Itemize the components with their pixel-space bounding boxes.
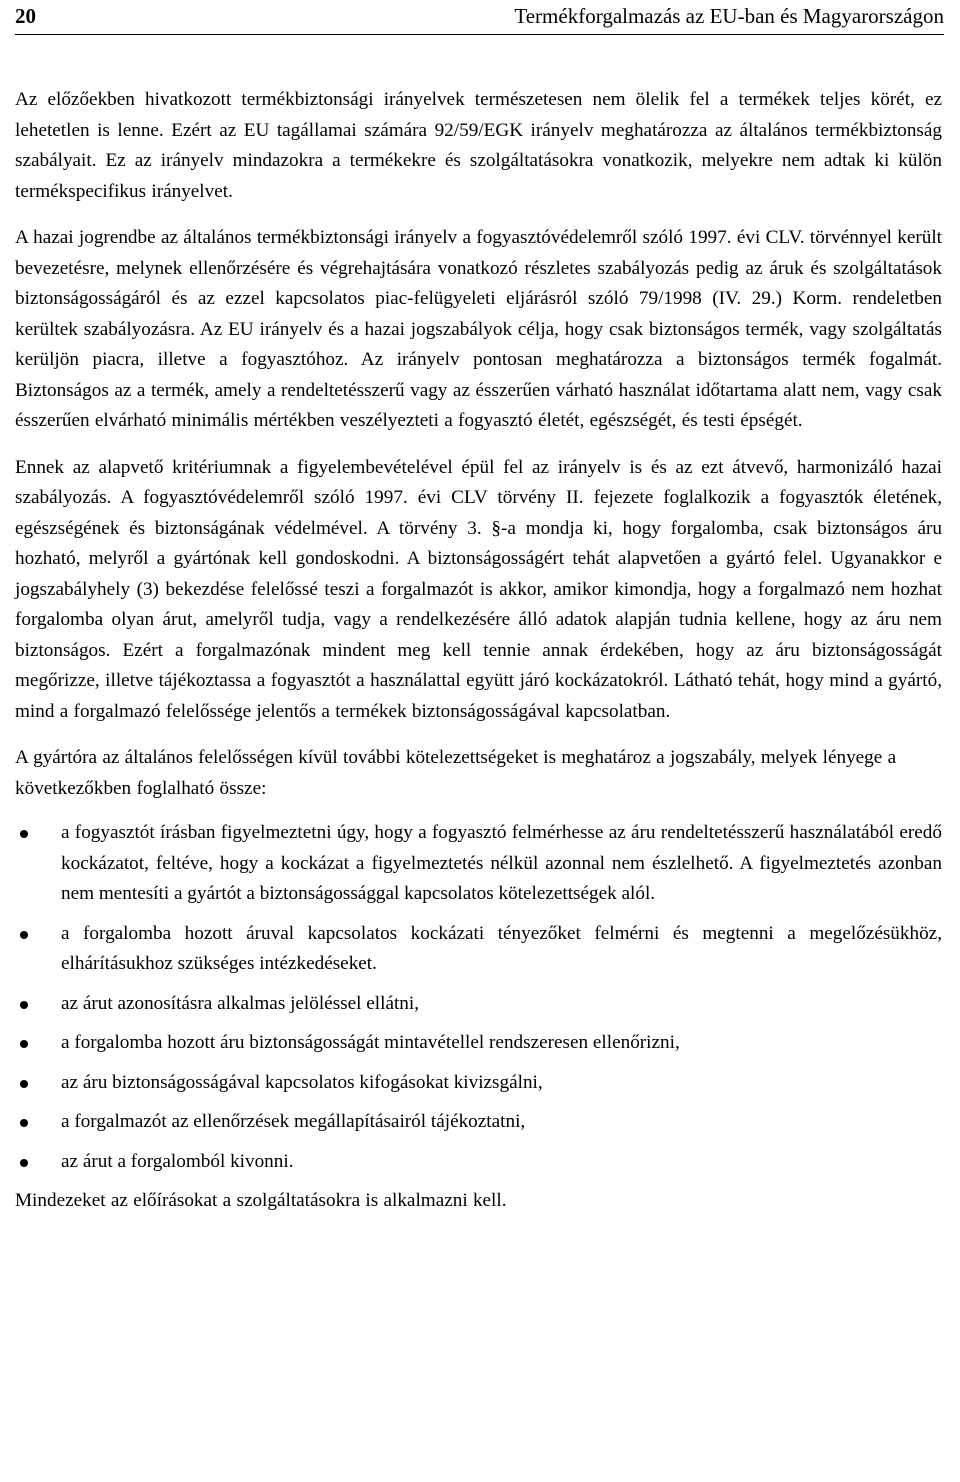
list-item [15, 1107, 942, 1138]
bullet-icon [20, 1080, 28, 1088]
list-item-text: a forgalomba hozott áruval kapcsolatos kockázati tényezőket felmérni és megtenni a megelőzésükhöz, elhárításukhoz szükséges intézkedéseket. [61, 922, 942, 974]
document-body [15, 85, 942, 1227]
bullet-icon [20, 830, 28, 838]
list-item [15, 1068, 942, 1099]
running-title: Termékforgalmazás az EU-ban és Magyarországon [514, 4, 944, 28]
page-number: 20 [15, 4, 36, 28]
bullet-icon [20, 1040, 28, 1048]
list-item-text: az árut azonosításra alkalmas jelöléssel ellátni, [61, 992, 420, 1014]
list-item-text: az árut a forgalomból kivonni. [61, 1150, 294, 1172]
list-item [15, 989, 942, 1020]
paragraph-1: Az előzőekben hivatkozott termékbiztonsági irányelvek természetesen nem ölelik fel a termékek teljes körét, ez lehetetlen is lenne. Ezért az EU tagállamai számára 92/59/EGK irányelv meghatározza az általános termékbiztonság szabályait. Ez az irányelv mindazokra a termékekre és szolgáltatásokra vonatkozik, melyekre nem adtak ki külön termékspecifikus irányelvet. [15, 89, 942, 202]
closing-sentence: Mindezeket az előírásokat a szolgáltatásokra is alkalmazni kell. [15, 1190, 507, 1211]
list-item [15, 919, 942, 980]
list-item [15, 1028, 942, 1059]
list-item [15, 1147, 942, 1178]
bullet-icon [20, 1001, 28, 1009]
bullet-icon [20, 931, 28, 939]
bullet-icon [20, 1159, 28, 1167]
obligations-list [15, 818, 942, 1177]
list-item-text: az áru biztonságosságával kapcsolatos kifogásokat kivizsgálni, [61, 1071, 543, 1093]
page-header [15, 0, 944, 35]
paragraph-4: A gyártóra az általános felelősségen kívül további kötelezettségeket is meghatároz a jogszabály, melyek lényege a következőkben foglalható össze: [15, 747, 897, 799]
paragraph-3: Ennek az alapvető kritériumnak a figyelembevételével épül fel az irányelv is és az ezt átvevő, harmonizáló hazai szabályozás. A fogyasztóvédelemről szóló 1997. évi CLV törvény II. fejezete foglalkozik a fogyasztók életének, egészségének és biztonságának védelmével. A törvény 3. §-a mondja ki, hogy forgalomba, csak biztonságos áru hozható, melyről a gyártónak kell gondoskodni. A biztonságosságért tehát alapvetően a gyártó felel. Ugyanakkor e jogszabályhely (3) bekezdése felelőssé teszi a forgalmazót is akkor, amikor kimondja, hogy a forgalmazó nem hozhat forgalomba olyan árut, amelyről tudja, vagy a rendelkezésére álló adatok alapján tudnia kellene, hogy az áru nem biztonságos. Ezért a forgalmazónak mindent meg kell tennie annak érdekében, hogy az áru biztonságosságát megőrizze, illetve tájékoztassa a fogyasztót a használattal együtt járó kockázatokról. Látható tehát, hogy mind a gyártó, mind a forgalmazó felelőssége jelentős a termékek biztonságosságával kapcsolatban. [15, 456, 942, 722]
paragraph-2: A hazai jogrendbe az általános termékbiztonsági irányelv a fogyasztóvédelemről szóló 1997. évi CLV. törvénnyel került bevezetésre, melynek ellenőrzésére és végrehajtására vonatkozó részletes szabályozás pedig az áruk és szolgáltatások biztonságosságáról és az ezzel kapcsolatos piac-felügyeleti eljárásról szóló 79/1998 (IV. 29.) Korm. rendeletben kerültek szabályozásra. Az EU irányelv és a hazai jogszabályok célja, hogy csak biztonságos termék, vagy szolgáltatás kerüljön piacra, illetve a fogyasztóhoz. Az irányelv pontosan meghatározza a biztonságos termék fogalmát. Biztonságos az a termék, amely a rendeltetésszerű vagy az ésszerűen várható használat időtartama alatt nem, vagy csak ésszerűen elvárható minimális mértékben veszélyezteti a fogyasztó életét, egészségét, és testi épségét. [15, 227, 942, 431]
list-item-text: a forgalmazót az ellenőrzések megállapításairól tájékoztatni, [61, 1111, 526, 1132]
list-item [15, 818, 942, 910]
list-item-text: a fogyasztót írásban figyelmeztetni úgy, hogy a fogyasztó felmérhesse az áru rendeltetésszerű használatából eredő kockázatot, feltéve, hogy a kockázat a figyelmeztetés nélkül azonnal nem észlelhető. A figyelmeztetés azonban nem mentesíti a gyártót a biztonságossággal kapcsolatos kötelezettségek alól. [61, 822, 942, 904]
bullet-icon [20, 1119, 28, 1127]
list-item-text: a forgalomba hozott áru biztonságosságát mintavétellel rendszeresen ellenőrizni, [61, 1032, 680, 1053]
